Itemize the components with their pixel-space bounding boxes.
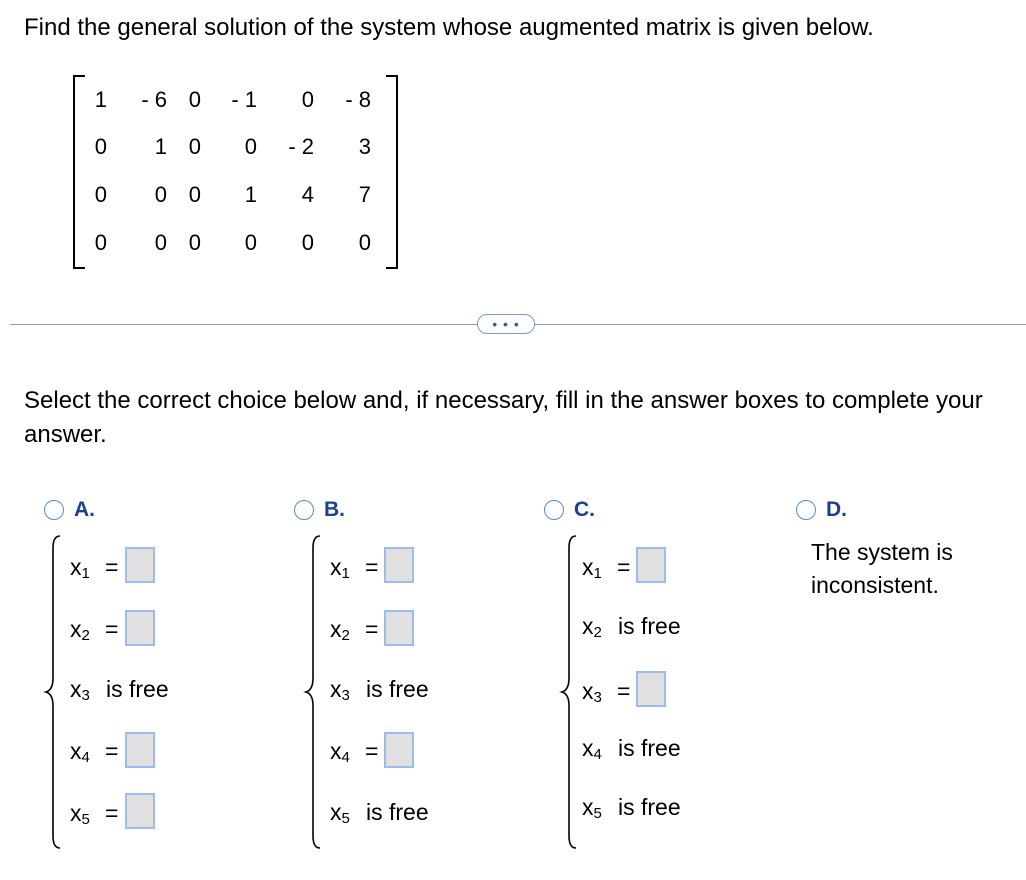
- choice-d-text: The system is inconsistent.: [811, 539, 953, 598]
- matrix-cell: 0: [301, 230, 314, 255]
- matrix-cell: 4: [301, 182, 314, 207]
- matrix-cell: - 6: [141, 87, 167, 112]
- choice-b-x1-input[interactable]: [384, 547, 414, 583]
- matrix-cell: 0: [94, 182, 107, 207]
- choice-a-x2-input[interactable]: [125, 610, 155, 646]
- matrix-cell: 0: [188, 134, 201, 159]
- choice-c-label: C.: [574, 498, 595, 521]
- matrix-cell: 3: [358, 134, 371, 159]
- choice-a-radio[interactable]: [44, 500, 64, 520]
- choice-a-x1-input[interactable]: [125, 547, 155, 583]
- choice-b-x2-input[interactable]: [384, 610, 414, 646]
- choice-a-brace: [40, 532, 62, 852]
- matrix-cell: - 8: [345, 87, 371, 112]
- choice-c-radio[interactable]: [544, 500, 564, 520]
- choice-a-x5-input[interactable]: [125, 793, 155, 829]
- matrix-cell: - 1: [231, 87, 257, 112]
- matrix-cell: 0: [94, 134, 107, 159]
- choice-b-x4-input[interactable]: [384, 732, 414, 768]
- choice-b-brace: [300, 532, 322, 852]
- matrix-cell: 0: [188, 87, 201, 112]
- matrix-cell: 0: [244, 134, 257, 159]
- choice-a-x4-input[interactable]: [125, 732, 155, 768]
- choice-c-brace: [556, 532, 578, 852]
- choice-b-radio[interactable]: [294, 500, 314, 520]
- choice-a-label: A.: [74, 498, 95, 521]
- matrix-cell: 0: [154, 182, 167, 207]
- matrix-cell: 7: [358, 182, 371, 207]
- question-text: Find the general solution of the system whose augmented matrix is given below.: [24, 14, 874, 41]
- choice-d-radio[interactable]: [796, 500, 816, 520]
- matrix-cell: 1: [244, 182, 257, 207]
- matrix-cell: 0: [154, 230, 167, 255]
- choice-b-label: B.: [324, 498, 345, 521]
- choice-c-x3-input[interactable]: [636, 671, 666, 707]
- choice-c-x1-input[interactable]: [636, 547, 666, 583]
- choice-d-label: D.: [826, 498, 847, 521]
- matrix-cell: 0: [301, 87, 314, 112]
- matrix-cell: 0: [244, 230, 257, 255]
- matrix-cell: 0: [188, 230, 201, 255]
- augmented-matrix: [73, 73, 398, 269]
- matrix-cell: 1: [94, 87, 107, 112]
- matrix-cell: - 2: [288, 134, 314, 159]
- right-bracket: [386, 75, 398, 269]
- show-more-button[interactable]: • • •: [477, 314, 535, 334]
- matrix-cell: 0: [358, 230, 371, 255]
- matrix-cell: 0: [188, 182, 201, 207]
- instructions-text: Select the correct choice below and, if necessary, fill in the answer boxes to complete your answer.: [24, 387, 983, 448]
- matrix-cell: 0: [94, 230, 107, 255]
- matrix-cell: 1: [154, 134, 167, 159]
